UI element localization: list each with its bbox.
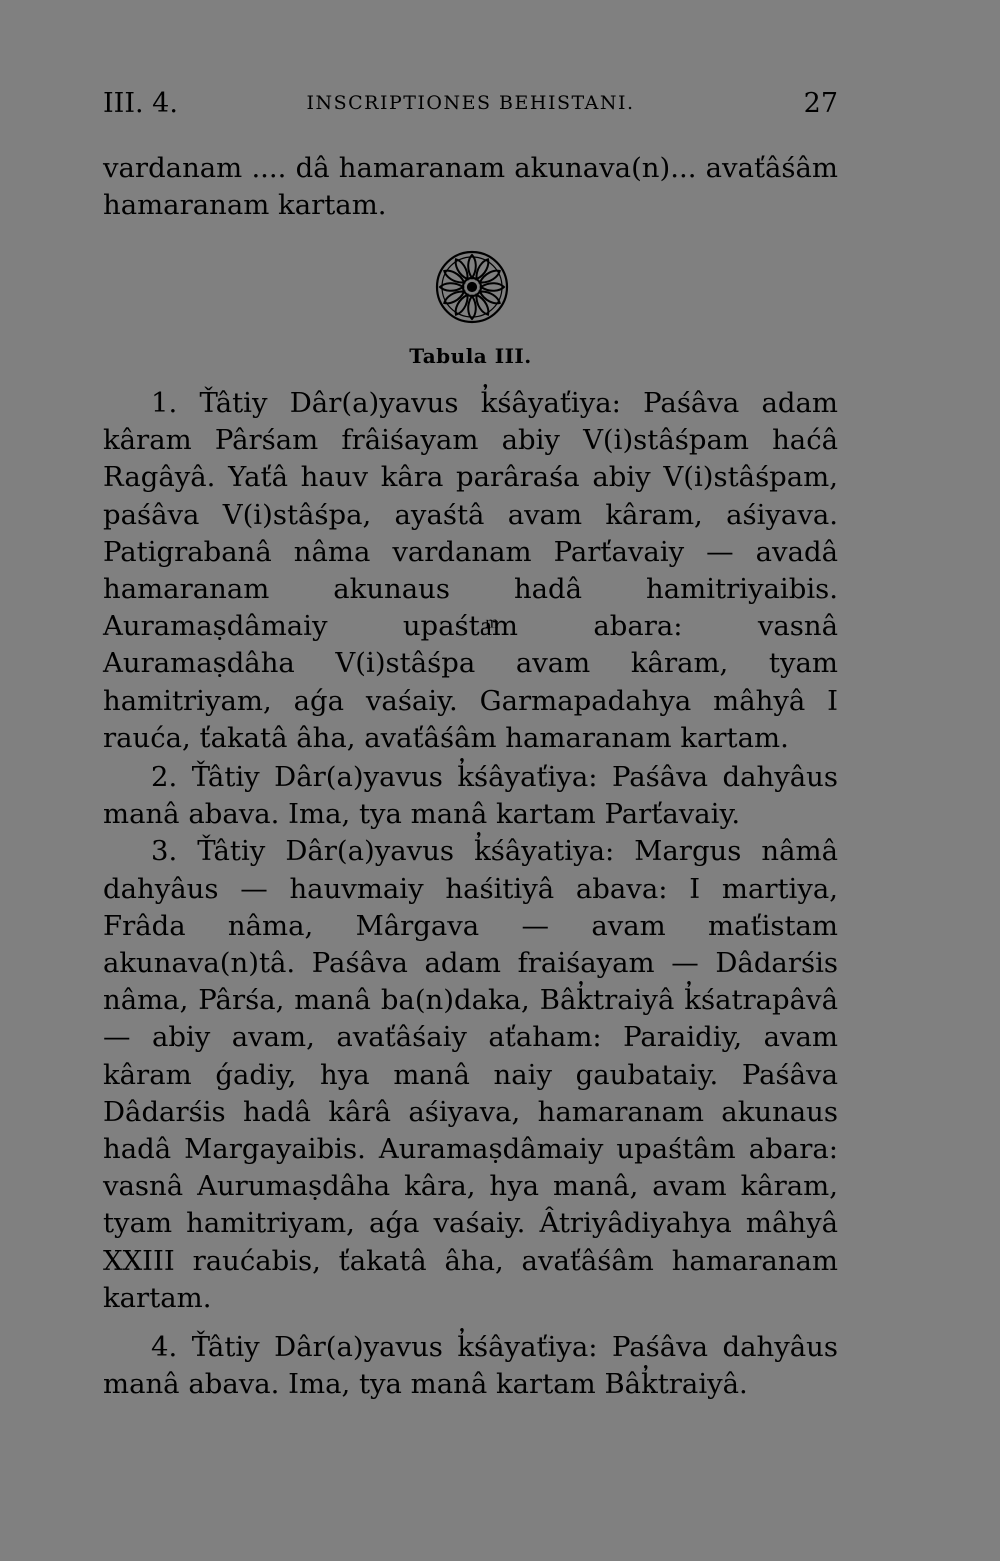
section-number: III. 4. [103, 88, 178, 119]
page-number: 27 [803, 88, 838, 119]
main-text-block [103, 385, 838, 1403]
paragraph-number: 4. [151, 1331, 178, 1364]
paragraph-number: 3. [151, 835, 178, 868]
paragraph-text: Ťâtiy Dâr(a)yavus k̓śâyaťiya: Paśâva adam kâram Pârśam frâiśayam abiy V(i)stâśpam haćâ Ragâyâ. Yaťâ hauv kâra parâraśa abiy V(i)stâśpam, paśâva V(i)stâśpa, ayaśtâ avam kâram, aśiyava. Patigrabanâ nâma vardanam Parťavaiy — avadâ hamaranam akunaus hadâ hamitriyaibis. Auramaṣdâmaiy upaśtaͫm abara: vasnâ Auramaṣdâha V(i)stâśpa avam kâram, tyam hamitriyam, aǵa vaśaiy. Garmapadahya mâhyâ I rauća, ťakatâ âha, avaťâśâm hamaranam kartam. [103, 387, 838, 754]
paragraph-2 [103, 759, 838, 833]
paragraph-text: Ťâtiy Dâr(a)yavus k̓śâyatiya: Margus nâmâ dahyâus — hauvmaiy haśitiyâ abava: Ӏ martiya, Frâda nâma, Mârgava — avam maťistam akunava(n)tâ. Paśâva adam fraiśayam — Dâdarśis nâma, Pârśa, manâ ba(n)daka, Bâk̓traiyâ k̓śatrapâvâ — abiy avam, avaťâśaiy aťaham: Paraidiy, avam kâram ǵadiy, hya manâ naiy gaubataiy. Paśâva Dâdarśis hadâ kârâ aśiyava, hamaranam akunaus hadâ Margayaibis. Auramaṣdâmaiy upaśtâm abara: vasnâ Aurumaṣdâha kâra, hya manâ, avam kâram, tyam hamitriyam, aǵa vaśaiy. Âtriyâdiyahya mâhyâ XXIII raućabis, ťakatâ âha, avaťâśâm hamaranam kartam. [103, 835, 838, 1314]
intro-paragraph: vardanam .... dâ hamaranam akunava(n)... avaťâśâm hamaranam kartam. [103, 152, 838, 222]
intro-text-block [103, 150, 838, 224]
tabula-heading: Tabula III. [409, 344, 532, 368]
paragraph-number: 2. [151, 761, 178, 794]
running-header [103, 88, 838, 128]
paragraph-3 [103, 833, 838, 1317]
paragraph-number: 1. [151, 387, 178, 419]
paragraph-4 [103, 1329, 838, 1403]
paragraph-text: Ťâtiy Dâr(a)yavus k̓śâyaťiya: Paśâva dahyâus manâ abava. Ima, tya manâ kartam Bâk̓traiyâ. [103, 1331, 838, 1401]
paragraph-1 [103, 385, 838, 757]
running-title: INSCRIPTIONES BEHISTANI. [306, 92, 635, 114]
paragraph-text: Ťâtiy Dâr(a)yavus k̓śâyaťiya: Paśâva dahyâus manâ abava. Ima, tya manâ kartam Parťavaiy. [103, 761, 838, 831]
rosette-ornament-icon [432, 247, 512, 327]
